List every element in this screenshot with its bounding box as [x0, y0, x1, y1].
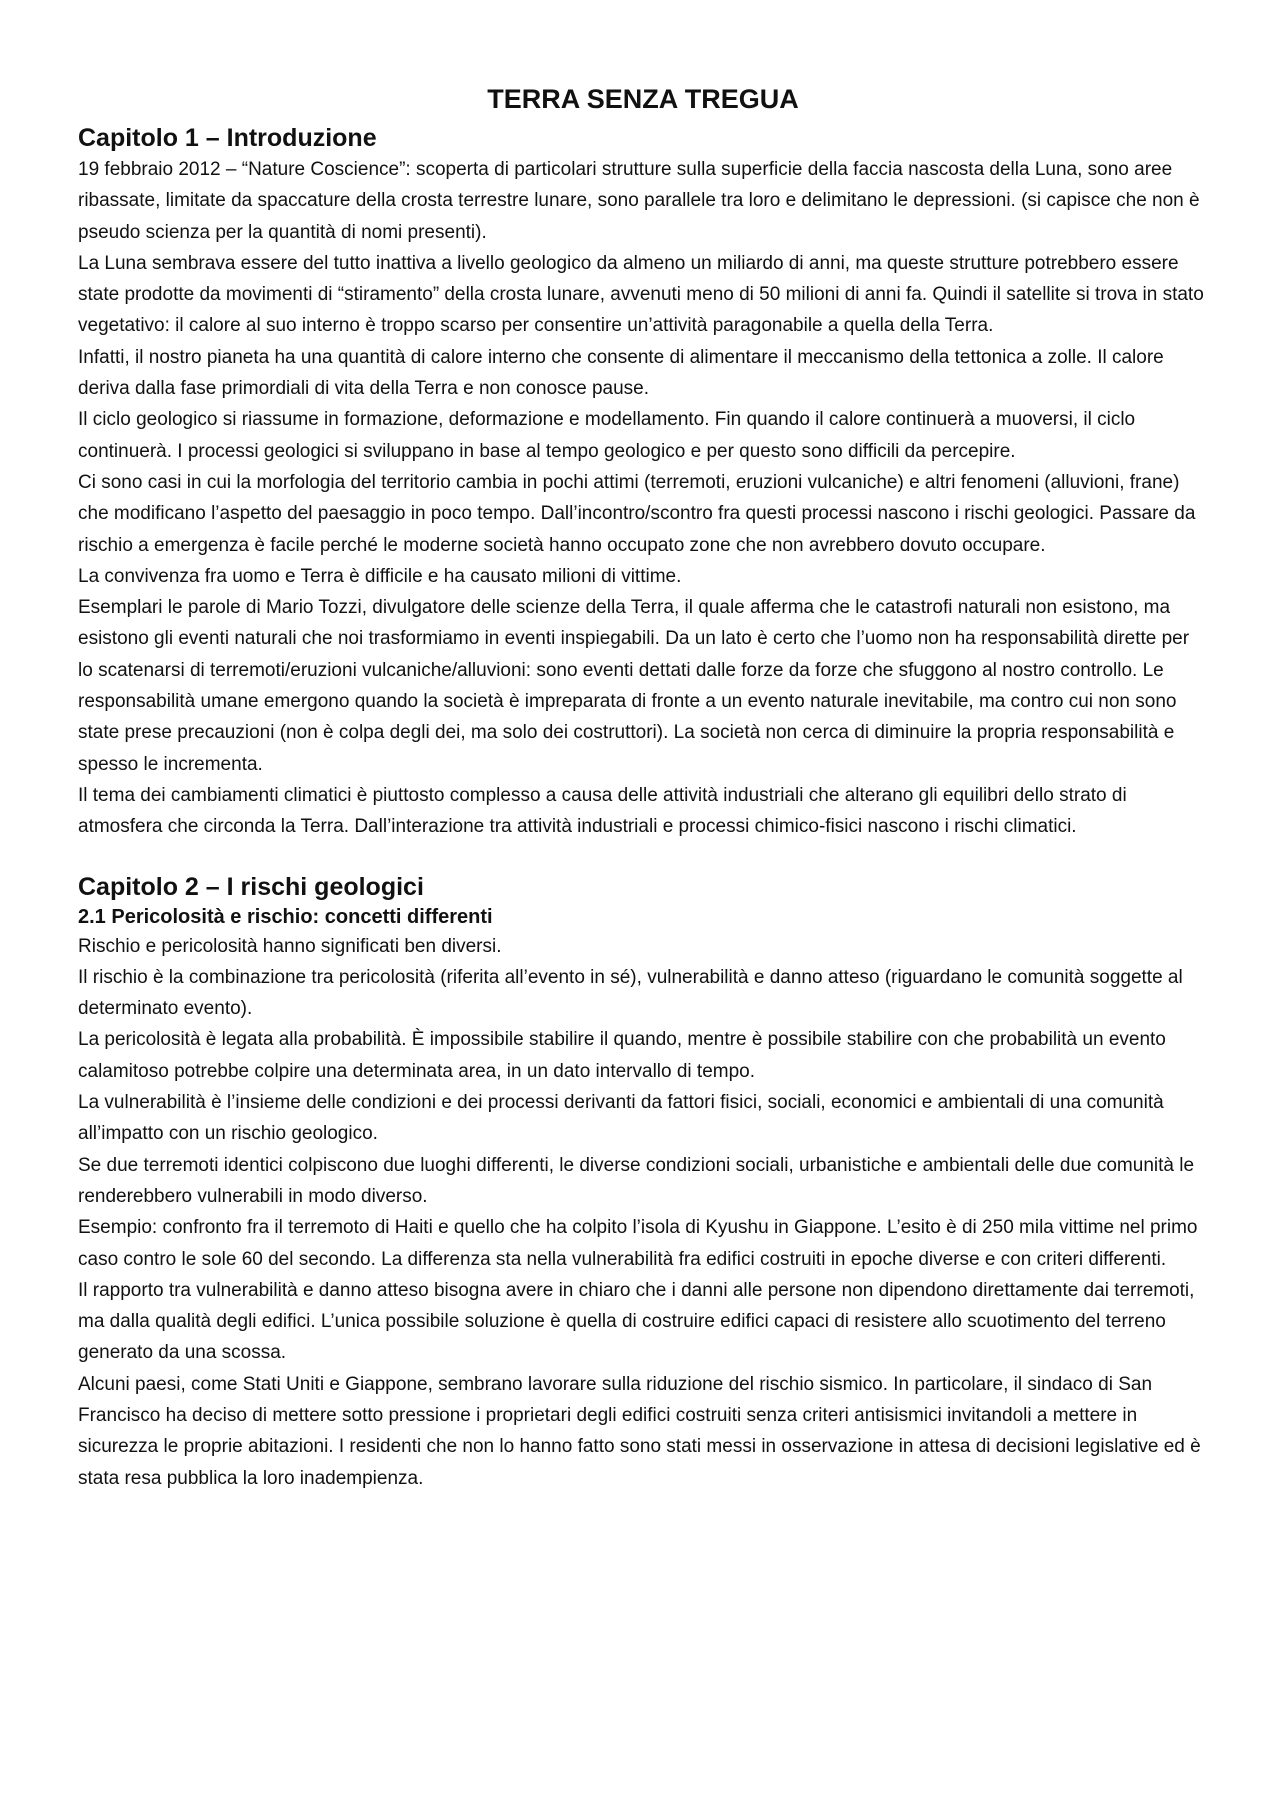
paragraph: Il rapporto tra vulnerabilità e danno atteso bisogna avere in chiaro che i danni alle persone non dipendono direttamente dai terremoti, ma dalla qualità degli edifici. L’unica possibile soluzione è quella di costruire edifici capaci di resistere allo scuotimento del terreno generato da una scossa.	[78, 1279, 1195, 1364]
document-page	[78, 82, 1208, 1494]
paragraph: Se due terremoti identici colpiscono due luoghi differenti, le diverse condizioni sociali, urbanistiche e ambientali delle due comunità le renderebbero vulnerabili in modo diverso.	[78, 1154, 1195, 1207]
section-spacer	[78, 843, 1208, 871]
document-title: TERRA SENZA TREGUA	[487, 84, 799, 114]
paragraph: Esemplari le parole di Mario Tozzi, divulgatore delle scienze della Terra, il quale afferma che le catastrofi naturali non esistono, ma esistono gli eventi naturali che noi trasformiamo in eventi inspiegabili. Da un lato è certo che l’uomo non ha responsabilità dirette per lo scatenarsi di terremoti/eruzioni vulcaniche/alluvioni: sono eventi dettati dalle forze da forze che sfuggono al nostro controllo. Le responsabilità umane emergono quando la società è impreparata di fronte a un evento naturale inevitabile, ma contro cui non sono state prese precauzioni (non è colpa degli dei, ma solo dei costruttori). La società non cerca di diminuire la propria responsabilità e spesso le incrementa.	[78, 597, 1190, 775]
paragraph: La pericolosità è legata alla probabilità. È impossibile stabilire il quando, mentre è possibile stabilire con che probabilità un evento calamitoso potrebbe colpire una determinata area, in un dato intervallo di tempo.	[78, 1029, 1166, 1082]
paragraph: Il rischio è la combinazione tra pericolosità (riferita all’evento in sé), vulnerabilità e danno atteso (riguardano le comunità soggette al determinato evento).	[78, 966, 1183, 1020]
paragraph: Esempio: confronto fra il terremoto di Haiti e quello che ha colpito l’isola di Kyushu in Giappone. L’esito è di 250 mila vittime nel primo caso contro le sole 60 del secondo. La differenza sta nella vulnerabilità fra edifici costruiti in epoche diverse e con criteri differenti.	[78, 1217, 1198, 1270]
paragraph: La convivenza fra uomo e Terra è difficile e ha causato milioni di vittime.	[78, 565, 682, 587]
chapter-1-heading: Capitolo 1 – Introduzione	[78, 124, 377, 152]
paragraph: Rischio e pericolosità hanno significati ben diversi.	[78, 935, 502, 957]
section-2-1-heading: 2.1 Pericolosità e rischio: concetti differenti	[78, 905, 493, 928]
chapter-2-heading: Capitolo 2 – I rischi geologici	[78, 872, 424, 901]
paragraph: Infatti, il nostro pianeta ha una quantità di calore interno che consente di alimentare il meccanismo della tettonica a zolle. Il calore deriva dalla fase primordiali di vita della Terra e non conosce pause.	[78, 346, 1164, 400]
paragraph: La Luna sembrava essere del tutto inattiva a livello geologico da almeno un miliardo di anni, ma queste strutture potrebbero essere state prodotte da movimenti di “stiramento” della crosta lunare, avvenuti meno di 50 milioni di anni fa. Quindi il satellite si trova in stato vegetativo: il calore al suo interno è troppo scarso per consentire un’attività paragonabile a quella della Terra.	[78, 252, 1204, 337]
paragraph: Il tema dei cambiamenti climatici è piuttosto complesso a causa delle attività industriali che alterano gli equilibri dello strato di atmosfera che circonda la Terra. Dall’interazione tra attività industriali e processi chimico-fisici nascono i rischi climatici.	[78, 784, 1127, 838]
chapter-1-body	[78, 154, 1208, 843]
paragraph: Alcuni paesi, come Stati Uniti e Giappone, sembrano lavorare sulla riduzione del rischio sismico. In particolare, il sindaco di San Francisco ha deciso di mettere sotto pressione i proprietari degli edifici costruiti senza criteri antisismici invitandoli a mettere in sicurezza le proprie abitazioni. I residenti che non lo hanno fatto sono stati messi in osservazione in attesa di decisioni legislative ed è stata resa pubblica la loro inadempienza.	[78, 1373, 1201, 1489]
paragraph: La vulnerabilità è l’insieme delle condizioni e dei processi derivanti da fattori fisici, sociali, economici e ambientali di una comunità all’impatto con un rischio geologico.	[78, 1092, 1164, 1145]
paragraph: 19 febbraio 2012 – “Nature Coscience”: scoperta di particolari strutture sulla superficie della faccia nascosta della Luna, sono aree ribassate, limitate da spaccature della crosta terrestre lunare, sono parallele tra loro e delimitano le depressioni. (si capisce che non è pseudo scienza per la quantità di nomi presenti).	[78, 159, 1200, 243]
paragraph: Il ciclo geologico si riassume in formazione, deformazione e modellamento. Fin quando il calore continuerà a muoversi, il ciclo continuerà. I processi geologici si sviluppano in base al tempo geologico e per questo sono difficili da percepire.	[78, 409, 1136, 462]
chapter-2-body	[78, 931, 1208, 1494]
paragraph: Ci sono casi in cui la morfologia del territorio cambia in pochi attimi (terremoti, eruzioni vulcaniche) e altri fenomeni (alluvioni, frane) che modificano l’aspetto del paesaggio in poco tempo. Dall’incontro/scontro fra questi processi nascono i rischi geologici. Passare da rischio a emergenza è facile perché le moderne società hanno occupato zone che non avrebbero dovuto occupare.	[78, 471, 1196, 556]
